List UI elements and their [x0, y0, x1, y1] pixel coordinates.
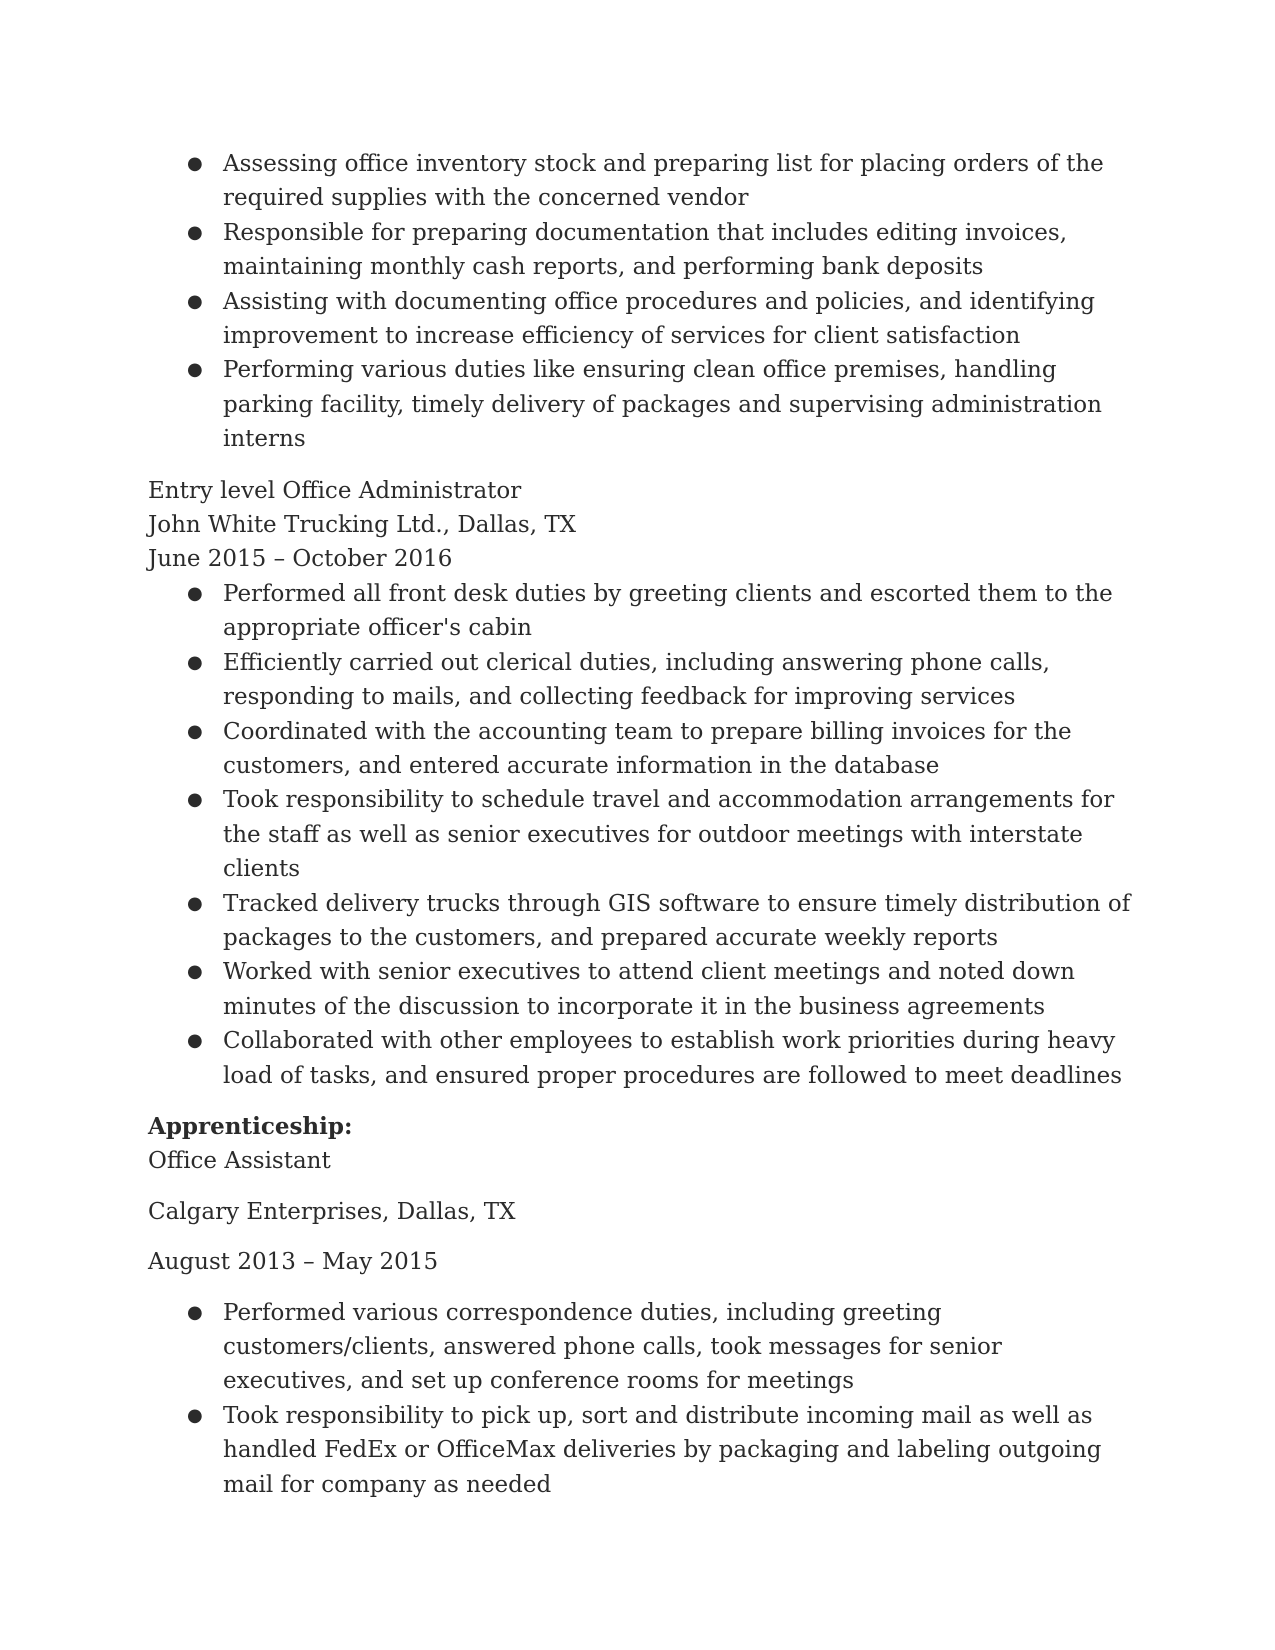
experience-bullets-1 — [148, 147, 1138, 457]
apprenticeship-bullets — [148, 1296, 1138, 1502]
list-item — [148, 147, 1138, 216]
job-company: John White Trucking Ltd., Dallas, TX — [148, 512, 577, 539]
bullet-icon: ● — [187, 153, 203, 174]
bullet-text: Collaborated with other employees to establish work priorities during heavy load of tasks, and ensured proper procedures are followed to meet deadlines — [223, 1028, 1123, 1089]
job-dates: June 2015 – October 2016 — [148, 546, 453, 573]
bullet-icon: ● — [187, 359, 203, 381]
resume-page — [148, 147, 1138, 1502]
apprenticeship-dates: August 2013 – May 2015 — [148, 1249, 439, 1276]
list-item — [148, 216, 1138, 285]
list-item — [148, 577, 1138, 646]
bullet-text: Performed various correspondence duties, including greeting customers/clients, answered phone calls, took messages for senior executives, and set up conference rooms for meetings — [223, 1299, 1002, 1395]
bullet-icon: ● — [187, 1030, 203, 1052]
apprenticeship-company: Calgary Enterprises, Dallas, TX — [148, 1198, 516, 1225]
bullet-text: Efficiently carried out clerical duties, including answering phone calls, responding to mails, and collecting feedback for improving services — [223, 649, 1050, 711]
bullet-icon: ● — [187, 961, 203, 983]
bullet-icon: ● — [187, 1404, 203, 1426]
bullet-text: Worked with senior executives to attend client meetings and noted down minutes of the discussion to incorporate it in the business agreements — [223, 959, 1075, 1020]
list-item — [148, 1399, 1138, 1502]
bullet-icon: ● — [187, 290, 203, 312]
list-item — [148, 783, 1138, 886]
list-item — [148, 285, 1138, 354]
bullet-text: Performing various duties like ensuring clean office premises, handling parking facility, timely delivery of packages and supervising administration interns — [223, 357, 1102, 453]
bullet-text: Assessing office inventory stock and preparing list for placing orders of the required supplies with the concerned vendor — [223, 151, 1104, 212]
bullet-icon: ● — [187, 651, 203, 673]
list-item — [148, 353, 1138, 456]
list-item — [148, 1024, 1138, 1093]
bullet-text: Coordinated with the accounting team to prepare billing invoices for the customers, and entered accurate information in the database — [223, 718, 1072, 779]
bullet-text: Took responsibility to schedule travel and accommodation arrangements for the staff as well as senior executives for outdoor meetings with interstate clients — [223, 787, 1115, 883]
list-item — [148, 715, 1138, 784]
bullet-icon: ● — [187, 1301, 203, 1323]
bullet-icon: ● — [187, 789, 203, 811]
bullet-text: Assisting with documenting office procedures and policies, and identifying improvement to increase efficiency of services for client satisfaction — [223, 288, 1096, 350]
list-item — [148, 887, 1138, 956]
bullet-text: Performed all front desk duties by greeting clients and escorted them to the appropriate officer's cabin — [223, 580, 1113, 642]
bullet-text: Took responsibility to pick up, sort and distribute incoming mail as well as handled FedEx or OfficeMax deliveries by packaging and labeling outgoing mail for company as needed — [223, 1402, 1102, 1498]
list-item — [148, 646, 1138, 715]
apprenticeship-title: Office Assistant — [148, 1148, 331, 1175]
bullet-icon: ● — [187, 221, 203, 243]
section-heading: Apprenticeship: — [148, 1112, 353, 1140]
list-item — [148, 1296, 1138, 1399]
bullet-icon: ● — [187, 892, 203, 914]
job-title: Entry level Office Administrator — [148, 477, 522, 504]
bullet-text: Responsible for preparing documentation that includes editing invoices, maintaining monthly cash reports, and performing bank deposits — [223, 219, 1068, 281]
bullet-icon: ● — [187, 720, 203, 742]
experience-bullets-2 — [148, 577, 1138, 1093]
list-item — [148, 955, 1138, 1024]
bullet-icon: ● — [187, 582, 203, 604]
bullet-text: Tracked delivery trucks through GIS software to ensure timely distribution of packages to the customers, and prepared accurate weekly reports — [223, 890, 1131, 951]
